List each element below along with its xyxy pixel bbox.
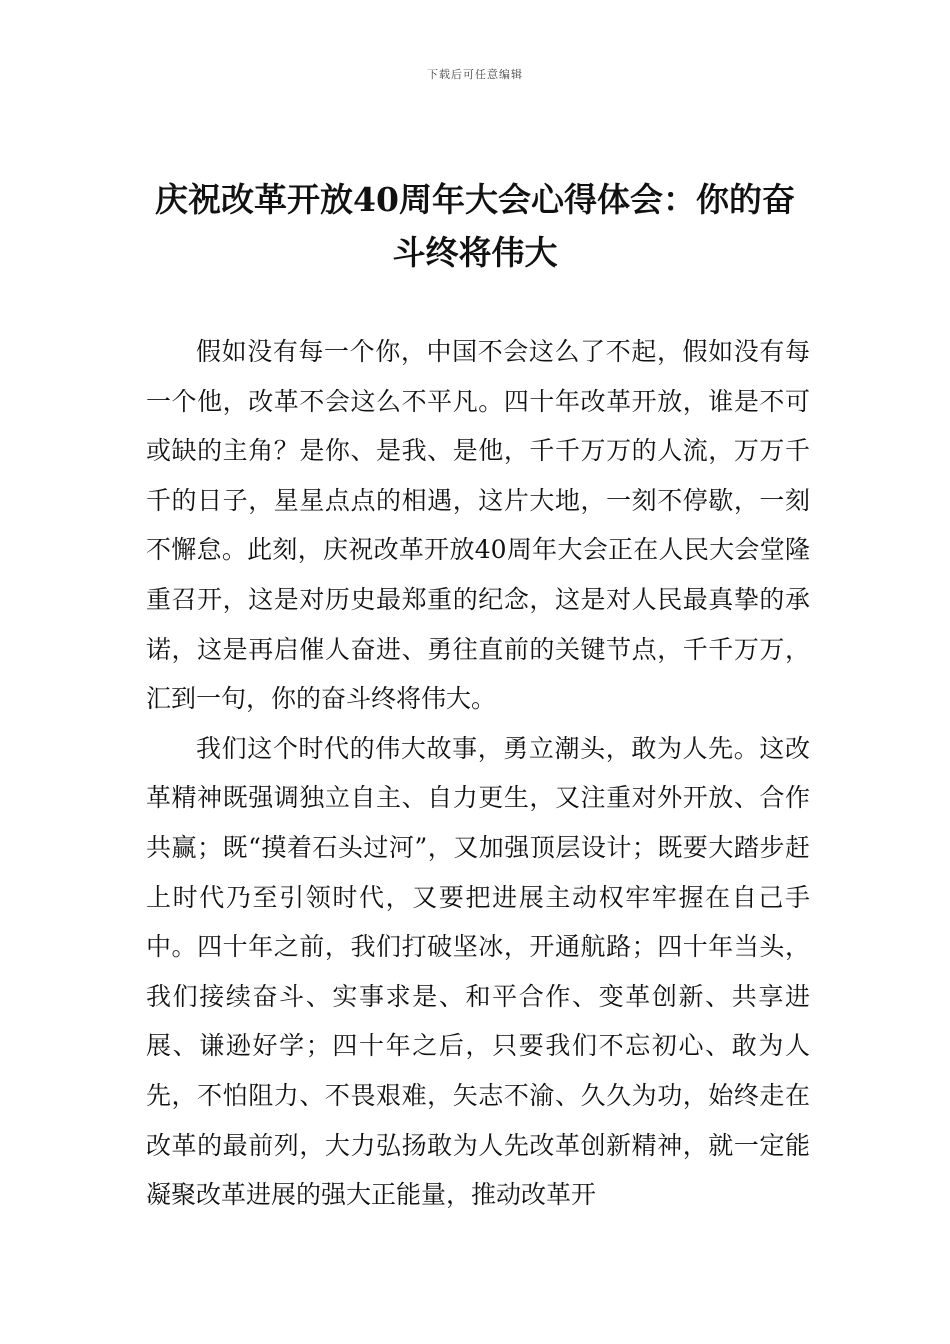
paragraph-2: 我们这个时代的伟大故事，勇立潮头，敢为人先。这改革精神既强调独立自主、自力更生，又注重对外开放、合作共赢；既“摸着石头过河”，又加强顶层设计；既要大踏步赶上时代乃至引领时代，又要把进展主动权牢牢握在自己手中。四十年之前，我们打破坚冰，开通航路；四十年当头，我们接续奋斗、实事求是、和平合作、变革创新、共享进展、谦逊好学；四十年之后，只要我们不忘初心、敢为人先，不怕阻力、不畏艰难，矢志不渝、久久为功，始终走在改革的最前列，大力弘扬敢为人先改革创新精神，就一定能凝聚改革进展的强大正能量，推动改革开 [146,733,810,1210]
document-body [146,327,810,1220]
header-note: 下载后可任意编辑 [427,68,523,81]
document-title: 庆祝改革开放40周年大会心得体会：你的奋斗终将伟大 [155,180,795,272]
paragraph-1: 假如没有每一个你，中国不会这么了不起，假如没有每一个他，改革不会这么不平凡。四十年改革开放，谁是不可或缺的主角？是你、是我、是他，千千万万的人流，万万千千的日子，星星点点的相遇，这片大地，一刻不停歇，一刻不懈怠。此刻，庆祝改革开放40周年大会正在人民大会堂隆重召开，这是对历史最郑重的纪念，这是对人民最真挚的承诺，这是再启催人奋进、勇往直前的关键节点，千千万万，汇到一句，你的奋斗终将伟大。 [146,337,810,714]
